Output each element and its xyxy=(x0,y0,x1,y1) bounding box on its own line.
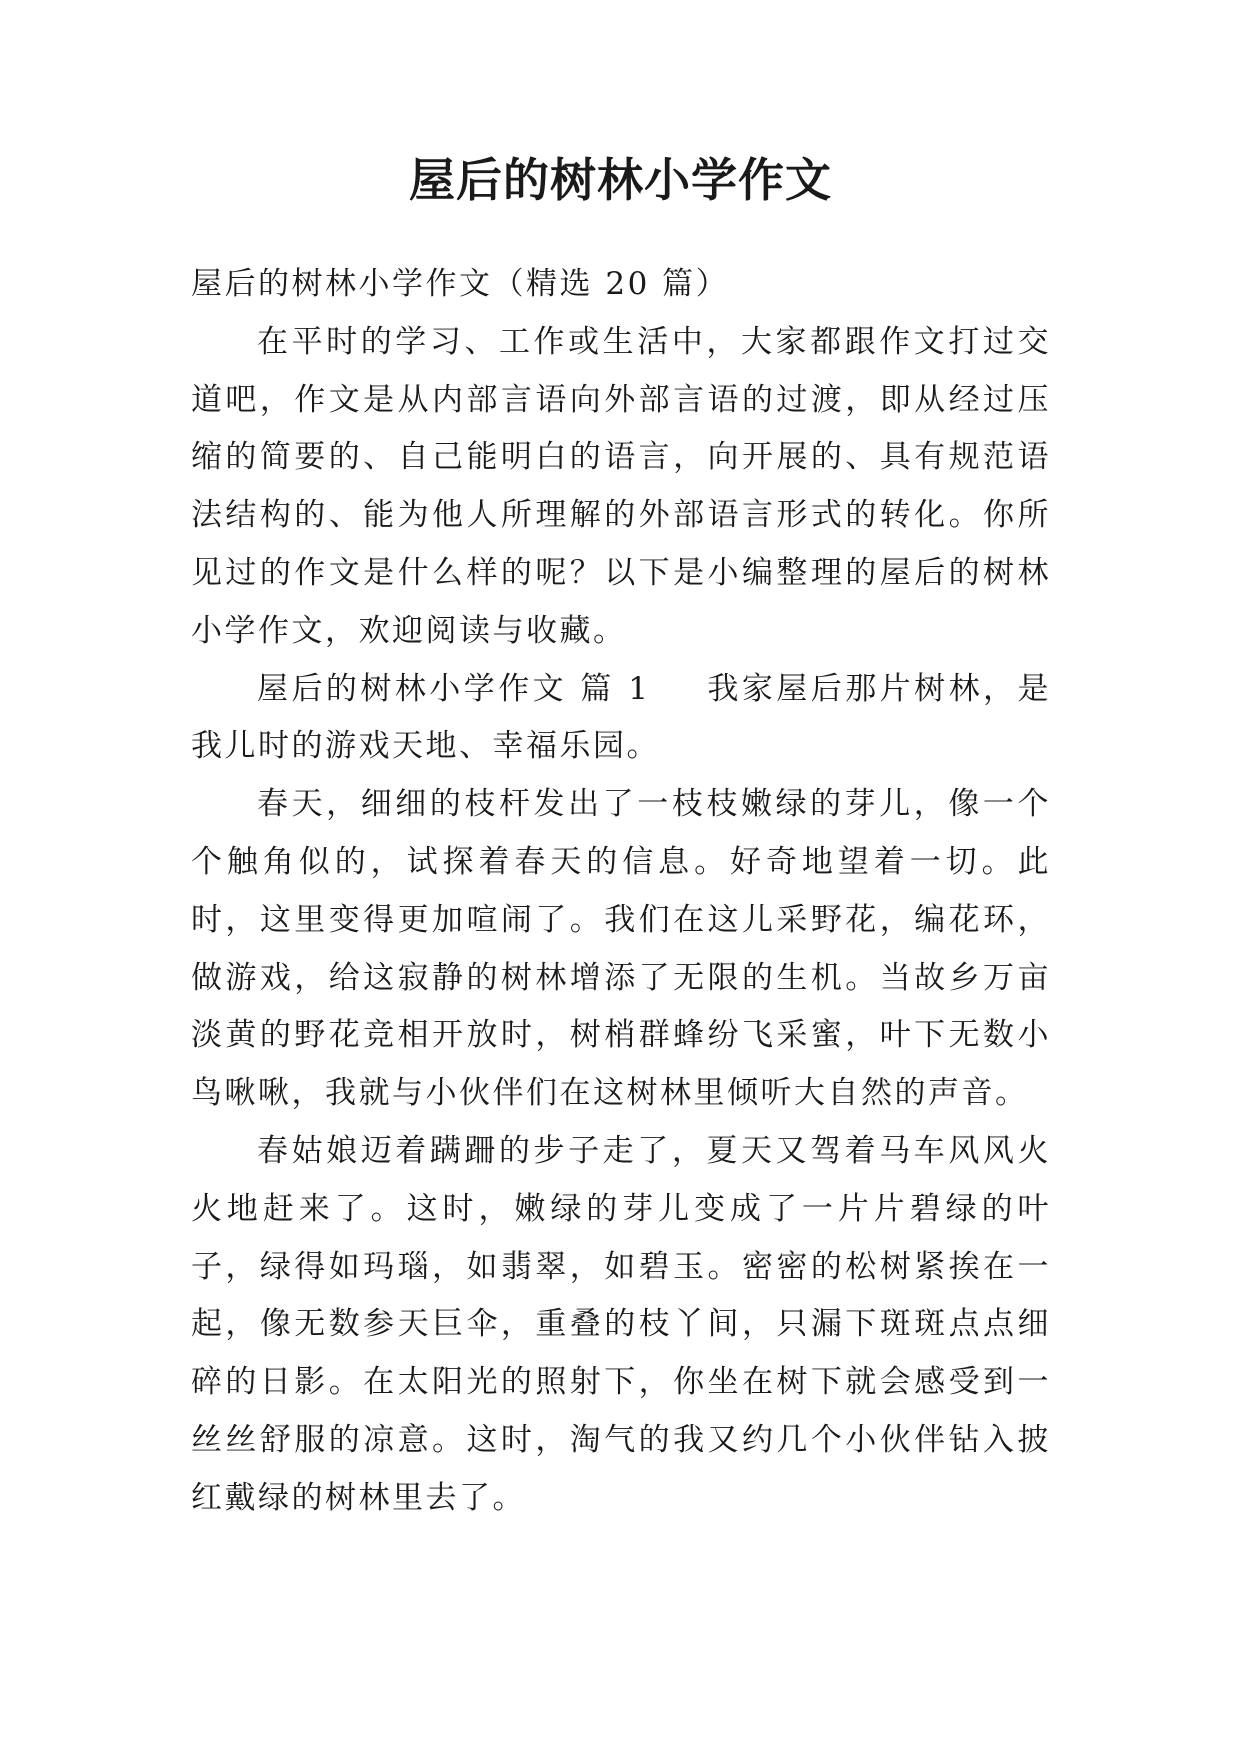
section-1-paragraph xyxy=(191,661,1051,777)
spring-paragraph: 春天，细细的枝杆发出了一枝枝嫩绿的芽儿，像一个个触角似的，试探着春天的信息。好奇地望着一切。此时，这里变得更加喧闹了。我们在这儿采野花，编花环，做游戏，给这寂静的树林增添了无限的生机。当故乡万亩淡黄的野花竞相开放时，树梢群蜂纷飞采蜜，叶下无数小鸟啾啾，我就与小伙伴们在这树林里倾听大自然的声音。 xyxy=(191,786,1051,1112)
section-heading: 屋后的树林小学作文 篇 1 xyxy=(257,670,651,707)
section-first-line: 我家屋后那片树林，是我儿时的游戏天地、幸福乐园。 xyxy=(191,670,1051,765)
page-title: 屋后的树林小学作文 xyxy=(409,153,832,207)
article-subtitle: 屋后的树林小学作文（精选 20 篇） xyxy=(191,266,730,302)
summer-paragraph: 春姑娘迈着蹒跚的步子走了，夏天又驾着马车风风火火地赶来了。这时，嫩绿的芽儿变成了一片片碧绿的叶子，绿得如玛瑙，如翡翠，如碧玉。密密的松树紧挨在一起，像无数参天巨伞，重叠的枝丫间，只漏下斑斑点点细碎的日影。在太阳光的照射下，你坐在树下就会感受到一丝丝舒服的凉意。这时，淘气的我又约几个小伙伴钻入披红戴绿的树林里去了。 xyxy=(191,1132,1051,1516)
intro-paragraph: 在平时的学习、工作或生活中，大家都跟作文打过交道吧，作文是从内部言语向外部言语的过渡，即从经过压缩的简要的、自己能明白的语言，向开展的、具有规范语法结构的、能为他人所理解的外部语言形式的转化。你所见过的作文是什么样的呢？以下是小编整理的屋后的树林小学作文，欢迎阅读与收藏。 xyxy=(191,323,1051,649)
article-body xyxy=(191,256,1051,1528)
